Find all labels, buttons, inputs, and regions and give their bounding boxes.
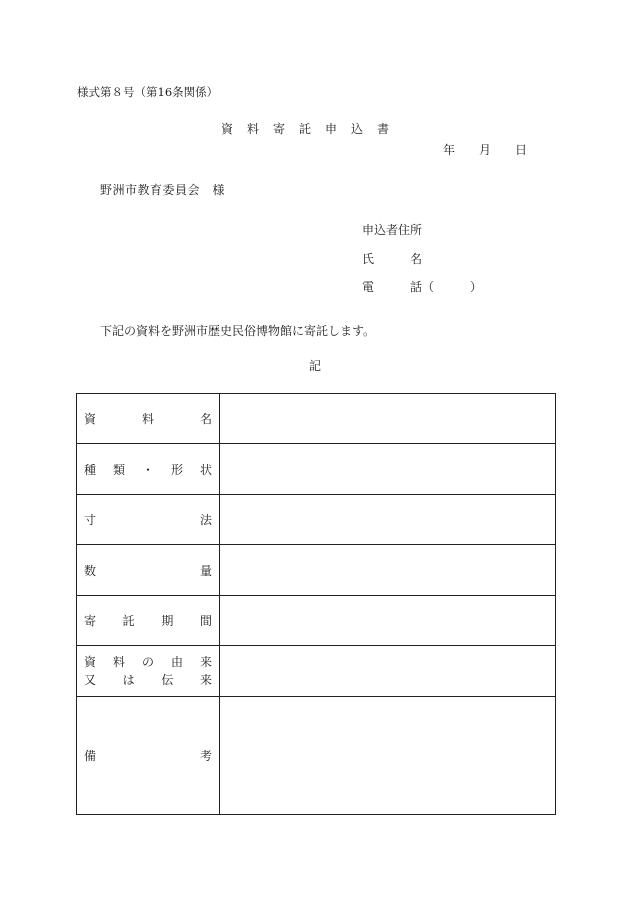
row-label-char: 間: [199, 614, 212, 628]
table-row: [77, 596, 556, 646]
table-row: [77, 394, 556, 444]
row-label-char: 由: [170, 655, 183, 669]
row-value-field[interactable]: [220, 495, 556, 545]
applicant-phone-label: [362, 278, 482, 295]
table-row: [77, 495, 556, 545]
applicant-phone-label-b: 話（: [410, 280, 435, 294]
row-label-char: 来: [199, 673, 212, 687]
date-year-label: 年: [443, 143, 456, 157]
row-label-char: 資: [84, 412, 97, 426]
row-label-char: 備: [84, 749, 97, 763]
row-label: [77, 495, 220, 545]
row-label-line: [84, 562, 212, 579]
date-day-label: 日: [515, 143, 528, 157]
table-row: [77, 646, 556, 697]
row-label: [77, 697, 220, 815]
row-label-char: 類: [112, 462, 125, 477]
row-value-field[interactable]: [220, 545, 556, 596]
row-value-field[interactable]: [220, 646, 556, 697]
row-label-char: 料: [112, 655, 125, 669]
statement: 下記の資料を野洲市歴史民俗博物館に寄託します。: [100, 324, 376, 338]
applicant-phone-label-c: ）: [470, 280, 483, 294]
row-label-char: 託: [122, 614, 135, 628]
row-label-line: [84, 747, 212, 764]
row-label: [77, 596, 220, 646]
applicant-name-label: [362, 250, 422, 267]
row-label-char: 形: [170, 462, 183, 477]
row-label-line: [84, 671, 212, 689]
row-label-char: の: [141, 655, 154, 669]
row-label-char: は: [122, 673, 135, 687]
row-label: [77, 394, 220, 444]
row-label: [77, 646, 220, 697]
row-label-char: 期: [161, 614, 174, 628]
row-label-char: 来: [199, 655, 212, 669]
form-number: 様式第８号（第16条関係）: [77, 85, 219, 99]
row-label-char: 状: [199, 462, 212, 477]
row-label-char: 料: [141, 412, 154, 426]
table-row: [77, 444, 556, 495]
applicant-phone-label-a: 電: [362, 280, 375, 294]
row-label-char: 法: [199, 513, 212, 527]
applicant-address-label: 申込者住所: [362, 223, 423, 237]
row-label-char: 伝: [161, 673, 174, 687]
date-month-label: 月: [479, 143, 492, 157]
items-table: [76, 393, 556, 815]
row-label-char: 数: [84, 563, 97, 578]
table-row: [77, 697, 556, 815]
row-label-char: 種: [84, 462, 97, 477]
row-label-char: 寄: [84, 614, 97, 628]
row-value-field[interactable]: [220, 697, 556, 815]
date-row: [443, 141, 527, 158]
row-label-line: [84, 461, 212, 478]
row-label-char: ・: [141, 462, 154, 477]
row-label-char: 考: [199, 749, 212, 763]
row-value-field[interactable]: [220, 444, 556, 495]
row-value-field[interactable]: [220, 596, 556, 646]
row-label-char: 寸: [84, 513, 97, 527]
table-row: [77, 545, 556, 596]
row-value-field[interactable]: [220, 394, 556, 444]
row-label-line: [84, 612, 212, 629]
row-label-char: 量: [199, 563, 212, 578]
row-label-line: [84, 653, 212, 671]
row-label: [77, 444, 220, 495]
row-label-line: [84, 410, 212, 427]
applicant-name-label-b: 名: [410, 252, 423, 266]
row-label-char: 名: [199, 412, 212, 426]
applicant-name-label-a: 氏: [362, 252, 375, 266]
row-label: [77, 545, 220, 596]
ki-heading: 記: [308, 359, 321, 373]
row-label-char: 又: [84, 673, 97, 687]
addressee: 野洲市教育委員会 様: [100, 183, 226, 197]
page-title: 資料寄託申込書: [220, 122, 403, 136]
row-label-line: [84, 511, 212, 528]
row-label-char: 資: [84, 655, 97, 669]
